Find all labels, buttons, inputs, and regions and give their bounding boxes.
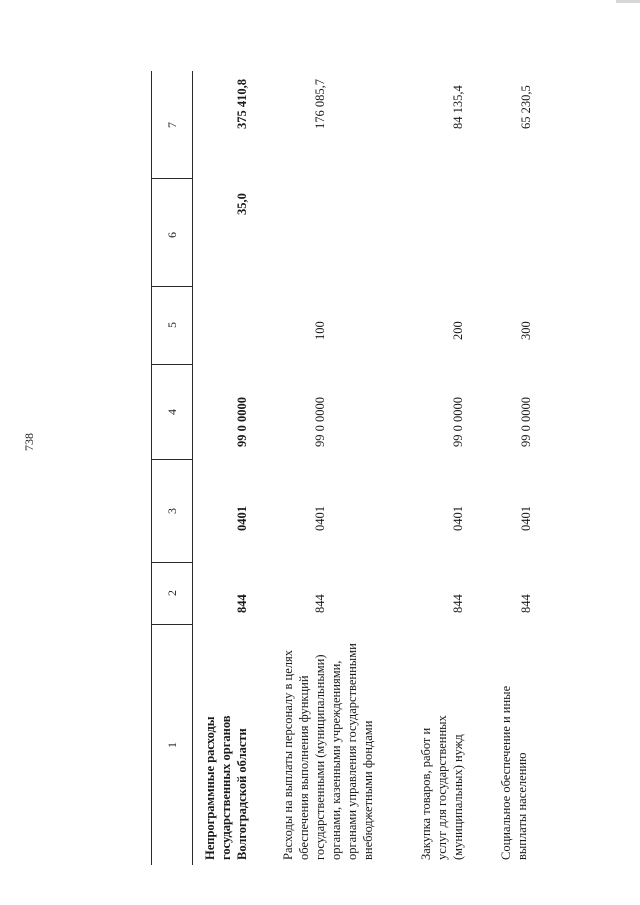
header-col-5: 5 [165,322,179,328]
header-bottom-rule [192,71,193,865]
header-col-4: 4 [165,409,179,415]
header-col-6: 6 [165,232,179,238]
row-4-col3: 0401 [519,506,533,531]
row-2-col5: 100 [313,321,327,340]
row-3-col2: 844 [451,594,465,613]
header-col-2: 2 [165,590,179,596]
row-2-col7: 176 085,7 [313,79,327,129]
row-4-name: Социальное обеспечение и иные выплаты населению [499,685,529,860]
col-divider-4 [151,364,193,365]
header-col-1: 1 [165,742,179,748]
row-2-col4: 99 0 0000 [313,397,327,447]
col-divider-6 [151,178,193,179]
row-1-name: Непрограммные расходы государственных органов Волгоградской области [203,715,249,860]
scan-edge [616,0,640,3]
row-1-col7: 375 410,8 [235,79,249,129]
row-2-col2: 844 [313,594,327,613]
col-divider-2 [151,562,193,563]
budget-table [140,71,615,865]
header-col-7: 7 [165,122,179,128]
row-3-name: Закупка товаров, работ и услуг для государственных (муниципальных) нужд [419,715,465,860]
header-top-rule [151,71,152,865]
row-2-col3: 0401 [313,506,327,531]
row-1-col2: 844 [235,594,249,613]
row-1-col3: 0401 [235,506,249,531]
row-3-col7: 84 135,4 [451,85,465,129]
row-3-col5: 200 [451,321,465,340]
row-2-name: Расходы на выплаты персоналу в целях обеспечения выполнения функций государственными (муниципальными) органами, казенными учреждениями, органами управления государственными внебюджетными фондами [281,643,375,860]
row-1-col4: 99 0 0000 [235,397,249,447]
row-4-col7: 65 230,5 [519,85,533,129]
row-4-col5: 300 [519,321,533,340]
row-3-col4: 99 0 0000 [451,397,465,447]
page-number: 738 [22,433,36,451]
header-col-3: 3 [165,508,179,514]
row-4-col2: 844 [519,594,533,613]
row-4-col4: 99 0 0000 [519,397,533,447]
col-divider-5 [151,286,193,287]
row-3-col3: 0401 [451,506,465,531]
col-divider-3 [151,459,193,460]
row-1-col6: 35,0 [235,193,249,215]
col-divider-1 [151,624,193,625]
